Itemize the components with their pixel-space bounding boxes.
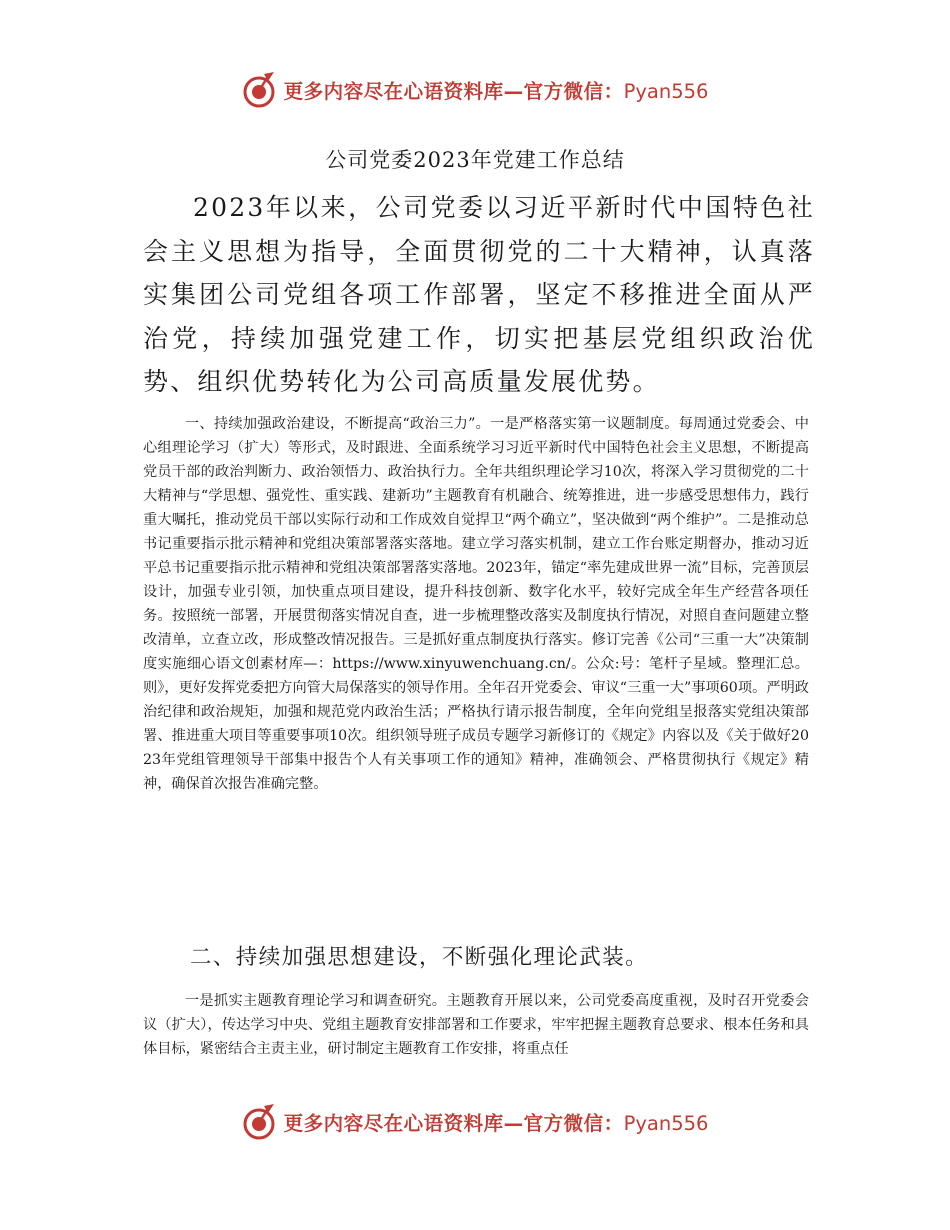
watermark-text: 更多内容尽在心语资料库—官方微信：Pyan556 — [283, 1112, 709, 1135]
pen-logo-icon — [242, 70, 278, 110]
pen-logo-icon — [242, 1102, 278, 1142]
header-watermark-banner — [0, 68, 950, 112]
section-2-paragraph: 一是抓实主题教育理论学习和调查研究。主题教育开展以来，公司党委高度重视，及时召开党委会议（扩大），传达学习中央、党组主题教育安排部署和工作要求，牢牢把握主题教育总要求、根本任务和具体目标，紧密结合主责主业，研讨制定主题教育工作安排，将重点任 — [143, 993, 809, 1057]
section-2-heading: 二、持续加强思想建设，不断强化理论武装。 — [190, 945, 649, 970]
footer-watermark-banner — [0, 1100, 950, 1144]
document-title: 公司党委2023年党建工作总结 — [325, 148, 625, 172]
lead-paragraph: 2023年以来，公司党委以习近平新时代中国特色社会主义思想为指导，全面贯彻党的二十大精神，认真落实集团公司党组各项工作部署，坚定不移推进全面从严治党，持续加强党建工作，切实把基层党组织政治优势、组织优势转化为公司高质量发展优势。 — [143, 193, 815, 396]
watermark-text: 更多内容尽在心语资料库—官方微信：Pyan556 — [283, 80, 709, 103]
section-1-paragraph: 一、持续加强政治建设，不断提高“政治三力”。一是严格落实第一议题制度。每周通过党委会、中心组理论学习（扩大）等形式，及时跟进、全面系统学习习近平新时代中国特色社会主义思想，不断提高党员干部的政治判断力、政治领悟力、政治执行力。全年共组织理论学习10次，将深入学习贯彻党的二十大精神与“学思想、强党性、重实践、建新功”主题教育有机融合、统筹推进，进一步感受思想伟力，践行重大嘱托，推动党员干部以实际行动和工作成效自觉捍卫“两个确立”，坚决做到“两个维护”。二是推动总书记重要指示批示精神和党组决策部署落实落地。建立学习落实机制，建立工作台账定期督办，推动习近平总书记重要指示批示精神和党组决策部署落实落地。2023年，锚定“率先建成世界一流”目标，完善顶层设计，加强专业引领，加快重点项目建设，提升科技创新、数字化水平，较好完成全年生产经营各项任务。按照统一部署，开展贯彻落实情况自查，进一步梳理整改落实及制度执行情况，对照自查问题建立整改清单，立查立改，形成整改情况报告。三是抓好重点制度执行落实。修订完善《公司“三重一大”决策制度实施细心语文创素材库—：https://www.xinyuwenchuang.cn/。公众:号：笔杆子星域。整理汇总。则》，更好发挥党委把方向管大局保落实的领导作用。全年召开党委会、审议“三重一大”事项60项。严明政治纪律和政治规矩，加强和规范党内政治生活；严格执行请示报告制度，全年向党组呈报落实党组决策部署、推进重大项目等重要事项10次。组织领导班子成员专题学习新修订的《规定》内容以及《关于做好2023年党组管理领导干部集中报告个人有关事项工作的通知》精神，准确领会、严格贯彻执行《规定》精神，确保首次报告准确完整。 — [143, 416, 809, 792]
wechat-handle: Pyan556 — [623, 80, 709, 103]
wechat-handle: Pyan556 — [623, 1112, 709, 1135]
